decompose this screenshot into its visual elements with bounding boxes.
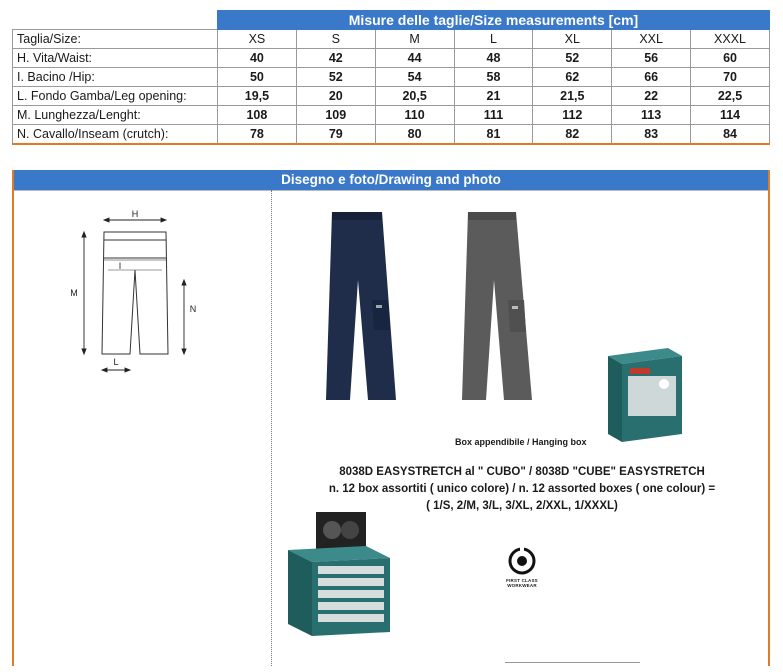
row-label: M. Lunghezza/Lenght: bbox=[13, 106, 218, 125]
table-cell: 40 bbox=[218, 49, 297, 68]
table-cell: 81 bbox=[454, 125, 533, 145]
navy-trousers-photo bbox=[310, 210, 420, 405]
cube-display-image bbox=[286, 510, 396, 638]
product-description bbox=[272, 464, 772, 515]
table-cell: 79 bbox=[296, 125, 375, 145]
description-line: n. 12 box assortiti ( unico colore) / n. 12 assorted boxes ( one colour) = bbox=[328, 483, 716, 495]
row-label: N. Cavallo/Inseam (crutch): bbox=[13, 125, 218, 145]
table-row bbox=[13, 68, 770, 87]
dim-label-i: I bbox=[118, 261, 122, 271]
table-cell: 22 bbox=[612, 87, 691, 106]
table-cell: 21 bbox=[454, 87, 533, 106]
table-cell: 42 bbox=[296, 49, 375, 68]
table-cell: 82 bbox=[533, 125, 612, 145]
first-class-workwear-logo-icon bbox=[508, 546, 536, 576]
table-cell: 111 bbox=[454, 106, 533, 125]
hanging-box-image bbox=[604, 346, 684, 444]
table-cell: 70 bbox=[691, 68, 770, 87]
trouser-technical-drawing bbox=[64, 208, 204, 378]
table-cell: 60 bbox=[691, 49, 770, 68]
table-cell: 20,5 bbox=[375, 87, 454, 106]
table-row bbox=[13, 49, 770, 68]
table-cell: 113 bbox=[612, 106, 691, 125]
description-line: 8038D EASYSTRETCH al " CUBO" / 8038D "CUBE" EASYSTRETCH bbox=[339, 466, 705, 478]
table-row bbox=[13, 125, 770, 145]
table-cell: 109 bbox=[296, 106, 375, 125]
row-label: I. Bacino /Hip: bbox=[13, 68, 218, 87]
table-cell: 62 bbox=[533, 68, 612, 87]
table-cell: 84 bbox=[691, 125, 770, 145]
section-divider bbox=[271, 190, 272, 666]
table-cell: 56 bbox=[612, 49, 691, 68]
section-title: Disegno e foto/Drawing and photo bbox=[14, 170, 768, 190]
logo-tagline: FIRST CLASS WORKWEAR bbox=[506, 578, 538, 588]
table-cell: 20 bbox=[296, 87, 375, 106]
table-cell: 48 bbox=[454, 49, 533, 68]
table-cell: 108 bbox=[218, 106, 297, 125]
table-cell: 22,5 bbox=[691, 87, 770, 106]
table-cell: 52 bbox=[533, 49, 612, 68]
section-top-rule bbox=[14, 190, 768, 191]
hanging-box-caption: Box appendibile / Hanging box bbox=[455, 437, 587, 447]
table-corner-blank bbox=[13, 11, 218, 30]
size-col-header: S bbox=[296, 30, 375, 49]
table-cell: 110 bbox=[375, 106, 454, 125]
table-cell: 19,5 bbox=[218, 87, 297, 106]
grey-trousers-photo bbox=[446, 210, 556, 405]
table-cell: 58 bbox=[454, 68, 533, 87]
dim-label-h: H bbox=[131, 209, 139, 219]
table-cell: 112 bbox=[533, 106, 612, 125]
size-col-header: XXL bbox=[612, 30, 691, 49]
size-col-header: L bbox=[454, 30, 533, 49]
size-table bbox=[12, 10, 770, 145]
table-cell: 50 bbox=[218, 68, 297, 87]
size-col-header: M bbox=[375, 30, 454, 49]
drawing-photo-section bbox=[12, 170, 770, 666]
dim-label-l: L bbox=[113, 357, 119, 367]
size-col-header: XL bbox=[533, 30, 612, 49]
table-cell: 44 bbox=[375, 49, 454, 68]
table-row bbox=[13, 106, 770, 125]
table-cell: 52 bbox=[296, 68, 375, 87]
table-cell: 78 bbox=[218, 125, 297, 145]
dim-label-n: N bbox=[189, 304, 197, 314]
table-cell: 66 bbox=[612, 68, 691, 87]
table-cell: 54 bbox=[375, 68, 454, 87]
table-cell: 80 bbox=[375, 125, 454, 145]
size-table-title: Misure delle taglie/Size measurements [cm] bbox=[218, 11, 770, 30]
dim-label-m: M bbox=[70, 288, 78, 298]
table-cell: 114 bbox=[691, 106, 770, 125]
size-col-header: XXXL bbox=[691, 30, 770, 49]
description-line: ( 1/S, 2/M, 3/L, 3/XL, 2/XXL, 1/XXXL) bbox=[426, 500, 618, 512]
table-cell: 83 bbox=[612, 125, 691, 145]
size-header-label: Taglia/Size: bbox=[13, 30, 218, 49]
table-cell: 21,5 bbox=[533, 87, 612, 106]
row-label: H. Vita/Waist: bbox=[13, 49, 218, 68]
footer-rule bbox=[505, 662, 640, 663]
row-label: L. Fondo Gamba/Leg opening: bbox=[13, 87, 218, 106]
table-row bbox=[13, 87, 770, 106]
size-col-header: XS bbox=[218, 30, 297, 49]
table-header-row bbox=[13, 30, 770, 49]
